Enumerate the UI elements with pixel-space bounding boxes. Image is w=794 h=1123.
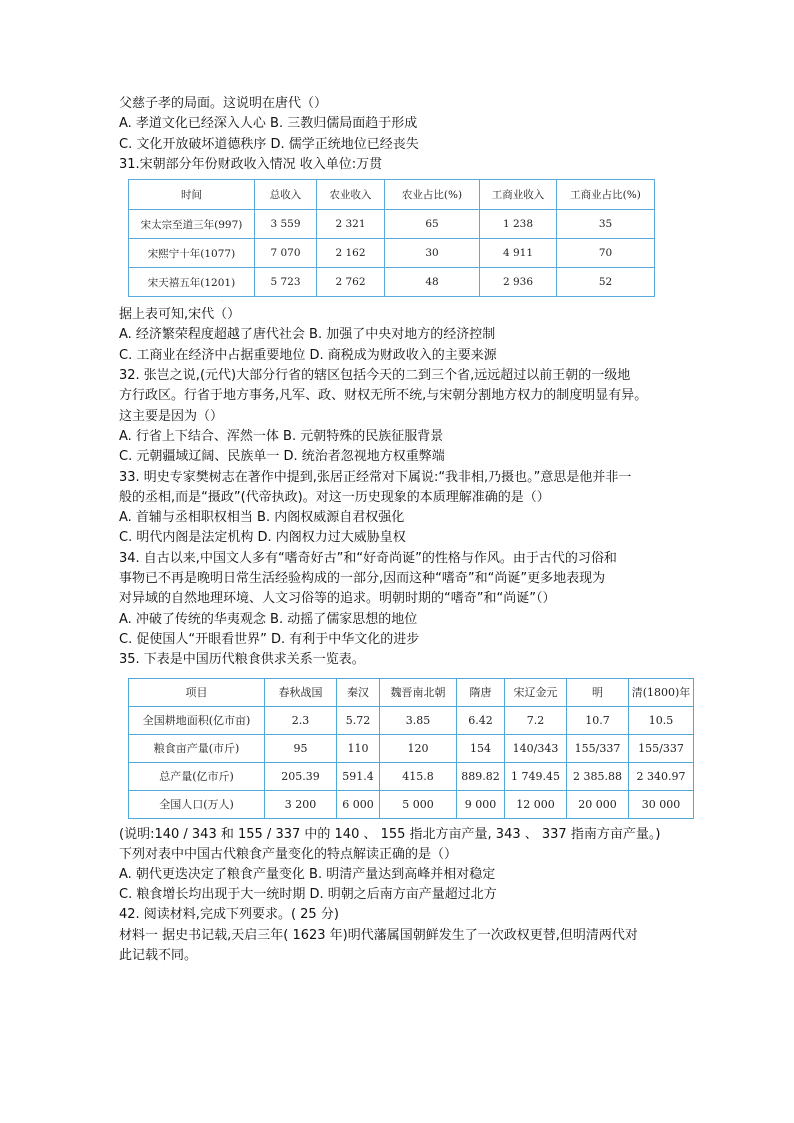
option-line: C. 粮食增长均出现于大一统时期 D. 明朝之后南方亩产量超过北方 bbox=[119, 887, 497, 903]
table-row bbox=[129, 734, 694, 762]
table-cell: 6.42 bbox=[457, 706, 505, 734]
table-row bbox=[129, 268, 655, 297]
question-32-stem: 32. 张岂之说,(元代)大部分行省的辖区包括今天的二到三个省,远远超过以前王朝的一级地 bbox=[119, 368, 631, 384]
option-line: C. 工商业在经济中占据重要地位 D. 商税成为财政收入的主要来源 bbox=[119, 347, 497, 363]
table-cell: 3 200 bbox=[265, 790, 337, 818]
option-line: A. 经济繁荣程度超越了唐代社会 B. 加强了中央对地方的经济控制 bbox=[119, 327, 496, 343]
table-header-cell: 秦汉 bbox=[337, 678, 380, 706]
table-cell: 4 911 bbox=[480, 239, 557, 268]
table-cell: 30 bbox=[385, 239, 480, 268]
table-cell: 10.5 bbox=[629, 706, 694, 734]
text-line: 方行政区。行省于地方事务,凡军、政、财权无所不统,与宋朝分割地方权力的制度明显有异。 bbox=[119, 388, 648, 404]
table-cell: 110 bbox=[337, 734, 380, 762]
table-cell: 889.82 bbox=[457, 762, 505, 790]
table-cell: 3 559 bbox=[255, 210, 317, 239]
table-cell: 591.4 bbox=[337, 762, 380, 790]
option-line: C. 明代内阁是法定机构 D. 内阁权力过大威胁皇权 bbox=[119, 530, 406, 546]
table-cell: 5 723 bbox=[255, 268, 317, 297]
question-35-options-and-42 bbox=[119, 845, 699, 967]
question-31-stem: 31.宋朝部分年份财政收入情况 收入单位:万贯 bbox=[119, 156, 383, 172]
table-row bbox=[129, 790, 694, 818]
table-cell: 65 bbox=[385, 210, 480, 239]
text-line: 对异域的自然地理环境、人文习俗等的追求。明朝时期的“嗜奇”和“尚诞”（） bbox=[119, 591, 556, 607]
table-cell: 5 000 bbox=[380, 790, 457, 818]
option-line: A. 孝道文化已经深入人心 B. 三教归儒局面趋于形成 bbox=[119, 116, 418, 132]
question-35-stem: 35. 下表是中国历代粮食供求关系一览表。 bbox=[119, 652, 365, 668]
table-header-cell: 宋辽金元 bbox=[505, 678, 567, 706]
table-header-cell: 明 bbox=[567, 678, 629, 706]
table-cell: 205.39 bbox=[265, 762, 337, 790]
text-line: 事物已不再是晚明日常生活经验构成的一部分,因而这种“嗜奇”和“尚诞”更多地表现为 bbox=[119, 571, 606, 587]
table-cell: 7 070 bbox=[255, 239, 317, 268]
table-cell: 95 bbox=[265, 734, 337, 762]
table-cell: 1 238 bbox=[480, 210, 557, 239]
table-cell: 12 000 bbox=[505, 790, 567, 818]
table-header-row bbox=[129, 678, 694, 706]
text-line: 父慈子孝的局面。这说明在唐代（） bbox=[119, 96, 328, 111]
table-cell: 2 385.88 bbox=[567, 762, 629, 790]
text-line: 下列对表中中国古代粮食产量变化的特点解读正确的是（） bbox=[119, 846, 458, 862]
song-revenue-table bbox=[128, 179, 655, 297]
table-row bbox=[129, 706, 694, 734]
table-cell: 2 321 bbox=[317, 210, 385, 239]
table-header-cell: 隋唐 bbox=[457, 678, 505, 706]
table-cell: 415.8 bbox=[380, 762, 457, 790]
table-header-cell: 时间 bbox=[129, 180, 255, 210]
table-cell: 2 936 bbox=[480, 268, 557, 297]
option-line: A. 朝代更迭决定了粮食产量变化 B. 明清产量达到高峰并相对稳定 bbox=[119, 866, 496, 882]
table-cell: 7.2 bbox=[505, 706, 567, 734]
text-line: 据上表可知,宋代（） bbox=[119, 307, 241, 323]
table-cell: 35 bbox=[557, 210, 655, 239]
table-cell: 140/343 bbox=[505, 734, 567, 762]
table-cell: 155/337 bbox=[567, 734, 629, 762]
table-cell: 52 bbox=[557, 268, 655, 297]
table-cell: 155/337 bbox=[629, 734, 694, 762]
table-cell: 70 bbox=[557, 239, 655, 268]
option-line: A. 行省上下结合、浑然一体 B. 元朝特殊的民族征服背景 bbox=[119, 428, 444, 444]
table-header-cell: 工商业占比(%) bbox=[557, 180, 655, 210]
table-cell: 5.72 bbox=[337, 706, 380, 734]
table-cell: 2 162 bbox=[317, 239, 385, 268]
table-row bbox=[129, 762, 694, 790]
questions-31-35 bbox=[119, 305, 699, 670]
table-note: (说明:140 / 343 和 155 / 337 中的 140 、 155 指北方亩产量, 343 、 337 指南方亩产量。) bbox=[119, 826, 661, 842]
question-33-stem: 33. 明史专家樊树志在著作中提到,张居正经常对下属说:“我非相,乃摄也。”意思是他并非一 bbox=[119, 469, 632, 485]
option-line: C. 促使国人“开眼看世界” D. 有利于中华文化的进步 bbox=[119, 631, 420, 647]
table-cell: 6 000 bbox=[337, 790, 380, 818]
material-line: 此记载不同。 bbox=[119, 948, 198, 964]
text-line: 这主要是因为（） bbox=[119, 408, 224, 424]
table-header-cell: 项目 bbox=[129, 678, 265, 706]
table-cell: 30 000 bbox=[629, 790, 694, 818]
question-30-tail bbox=[119, 94, 699, 155]
table-cell: 宋太宗至道三年(997) bbox=[129, 210, 255, 239]
table-header-cell: 魏晋南北朝 bbox=[380, 678, 457, 706]
question-34-stem: 34. 自古以来,中国文人多有“嗜奇好古”和“好奇尚诞”的性格与作风。由于古代的习俗和 bbox=[119, 550, 617, 566]
table-header-cell: 农业收入 bbox=[317, 180, 385, 210]
table-cell: 1 749.45 bbox=[505, 762, 567, 790]
material-line: 材料一 据史书记载,天启三年( 1623 年)明代藩属国朝鲜发生了一次政权更替,但明清两代对 bbox=[119, 927, 638, 943]
table-header-cell: 春秋战国 bbox=[265, 678, 337, 706]
question-42-stem: 42. 阅读材料,完成下列要求。( 25 分) bbox=[119, 907, 339, 923]
table-cell: 120 bbox=[380, 734, 457, 762]
document-page bbox=[119, 94, 699, 966]
table-header-cell: 农业占比(%) bbox=[385, 180, 480, 210]
table-cell: 3.85 bbox=[380, 706, 457, 734]
table-row bbox=[129, 210, 655, 239]
table-header-cell: 清(1800)年 bbox=[629, 678, 694, 706]
table-header-cell: 总收入 bbox=[255, 180, 317, 210]
table-header-row bbox=[129, 180, 655, 210]
table-cell: 粮食亩产量(市斤) bbox=[129, 734, 265, 762]
text-line: 般的丞相,而是“摄政”(代帝执政)。对这一历史现象的本质理解准确的是（） bbox=[119, 489, 550, 505]
table-cell: 全国耕地面积(亿市亩) bbox=[129, 706, 265, 734]
table-cell: 全国人口(万人) bbox=[129, 790, 265, 818]
table-cell: 9 000 bbox=[457, 790, 505, 818]
table-cell: 20 000 bbox=[567, 790, 629, 818]
grain-supply-table bbox=[128, 678, 694, 819]
table-cell: 宋熙宁十年(1077) bbox=[129, 239, 255, 268]
table-cell: 总产量(亿市斤) bbox=[129, 762, 265, 790]
table-cell: 2 340.97 bbox=[629, 762, 694, 790]
table-cell: 2.3 bbox=[265, 706, 337, 734]
table-cell: 宋天禧五年(1201) bbox=[129, 268, 255, 297]
table-cell: 2 762 bbox=[317, 268, 385, 297]
table-row bbox=[129, 239, 655, 268]
table-cell: 154 bbox=[457, 734, 505, 762]
option-line: A. 首辅与丞相职权相当 B. 内阁权威源自君权强化 bbox=[119, 510, 405, 526]
table-header-cell: 工商业收入 bbox=[480, 180, 557, 210]
table-cell: 10.7 bbox=[567, 706, 629, 734]
option-line: C. 元朝疆域辽阔、民族单一 D. 统治者忽视地方权重弊端 bbox=[119, 449, 445, 465]
table-cell: 48 bbox=[385, 268, 480, 297]
option-line: C. 文化开放破坏道德秩序 D. 儒学正统地位已经丧失 bbox=[119, 136, 419, 152]
scan-speck: · bbox=[221, 297, 224, 307]
option-line: A. 冲破了传统的华夷观念 B. 动摇了儒家思想的地位 bbox=[119, 611, 418, 627]
